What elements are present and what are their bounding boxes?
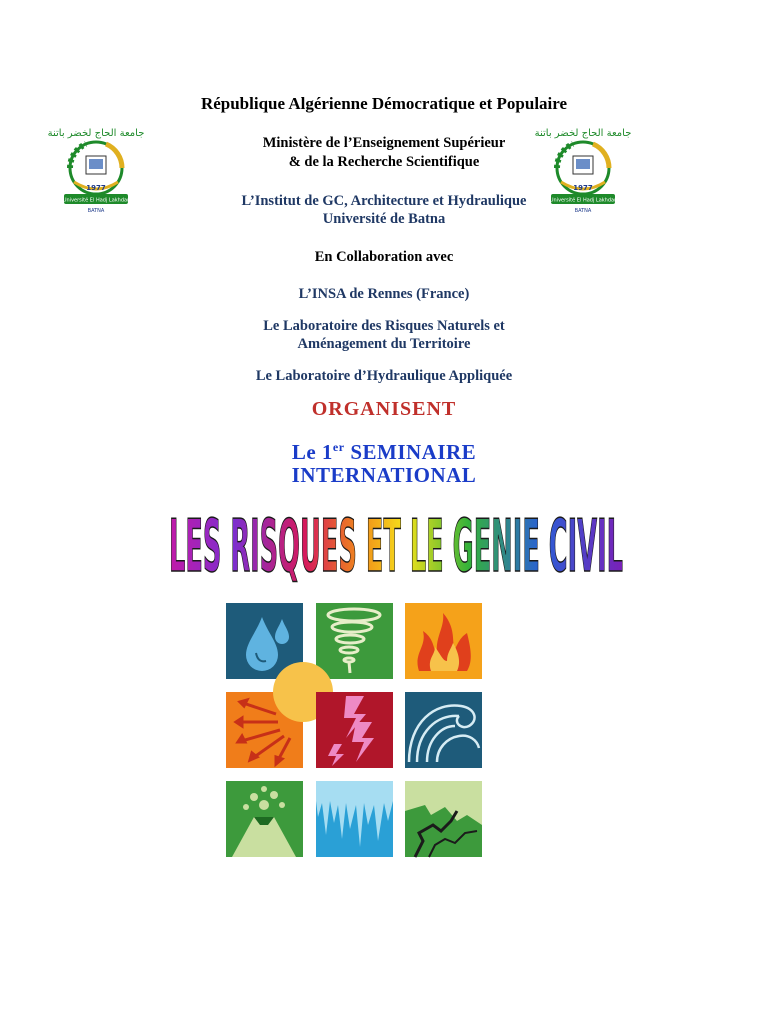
logo-city: BATNA xyxy=(87,208,105,214)
partner-lab-risks-line-2: Aménagement du Territoire xyxy=(297,336,471,352)
logo-arabic-text: جامعة الحاج لخضر باتنة xyxy=(47,128,145,139)
headline-banner xyxy=(166,504,626,588)
logo-year: 1977 xyxy=(573,184,593,192)
heatwave-sun-icon xyxy=(226,692,303,768)
logo-city: BATNA xyxy=(574,208,592,214)
seminar-title-line-2: INTERNATIONAL xyxy=(291,463,477,487)
tornado-icon xyxy=(316,603,393,679)
avalanche-icicles-icon xyxy=(316,781,393,857)
logo-year: 1977 xyxy=(86,184,106,192)
fire-icon xyxy=(405,603,482,679)
headline-text: LES RISQUES ET LE GENIE CIVIL xyxy=(169,504,623,588)
partner-insa: L’INSA de Rennes (France) xyxy=(298,286,470,302)
ministry-line-1: Ministère de l’Enseignement Supérieur xyxy=(262,135,506,151)
partner-lab-hydraulics: Le Laboratoire d’Hydraulique Appliquée xyxy=(255,368,513,384)
seminar-word: SEMINAIRE xyxy=(344,440,477,464)
seminar-title-line-1 xyxy=(0,440,768,465)
republic-title: République Algérienne Démocratique et Populaire xyxy=(200,94,568,113)
organisent-label: ORGANISENT xyxy=(311,398,457,420)
earthquake-crack-icon xyxy=(405,781,482,857)
seminar-prefix: Le 1 xyxy=(291,440,333,464)
lightning-storm-icon xyxy=(316,692,393,768)
partner-lab-risks-line-1: Le Laboratoire des Risques Naturels et xyxy=(263,318,505,334)
volcano-icon xyxy=(226,781,303,857)
institute-line-2: Université de Batna xyxy=(322,211,446,227)
seminar-ordinal: er xyxy=(332,440,345,454)
logo-latin-text: Université El Hadj Lakhdar xyxy=(549,197,617,204)
ministry-line-2: & de la Recherche Scientifique xyxy=(288,154,480,170)
institute-line-1: L’Institut de GC, Architecture et Hydraulique xyxy=(241,193,527,209)
tsunami-wave-icon xyxy=(405,692,482,768)
logo-latin-text: Université El Hadj Lakhdar xyxy=(62,197,130,204)
collaboration-label: En Collaboration avec xyxy=(314,249,454,265)
logo-arabic-text: جامعة الحاج لخضر باتنة xyxy=(534,128,632,139)
